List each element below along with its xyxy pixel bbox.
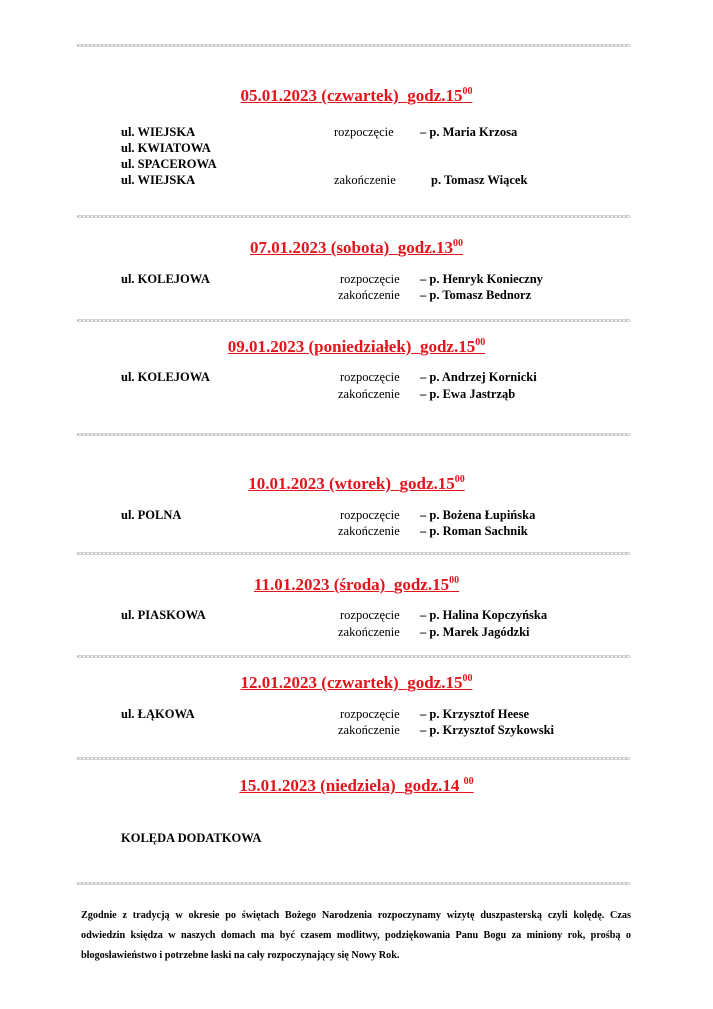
extra-note: KOLĘDA DODATKOWA [121, 831, 262, 845]
end-label: zakończenie [338, 723, 400, 737]
separator-line [77, 433, 630, 436]
session-heading [0, 575, 713, 595]
street-name: ul. KOLEJOWA [121, 370, 210, 384]
session-time: godz.13 [397, 238, 454, 257]
end-person: – p. Roman Sachnik [420, 524, 528, 538]
start-label: rozpoczęcie [334, 125, 394, 139]
session-time-sup: 00 [449, 575, 460, 586]
start-person: – p. Halina Kopczyńska [420, 608, 548, 622]
session-time-sup: 00 [453, 238, 464, 249]
end-label: zakończenie [338, 524, 400, 538]
session-time-sup: 00 [462, 86, 473, 97]
session-time-sup: 00 [475, 337, 486, 348]
session-time: godz.15 [407, 86, 463, 105]
start-label: rozpoczęcie [340, 370, 400, 384]
separator-line [77, 44, 630, 47]
start-person: – p. Krzysztof Heese [420, 707, 529, 721]
session-heading [0, 474, 713, 494]
session-heading [0, 86, 713, 106]
session-heading [0, 673, 713, 693]
end-person: – p. Ewa Jastrząb [420, 387, 516, 401]
end-person: – p. Krzysztof Szykowski [420, 723, 555, 737]
separator-line [77, 655, 630, 658]
end-label: zakończenie [338, 625, 400, 639]
end-person: – p. Tomasz Bednorz [420, 288, 532, 302]
start-person: – p. Andrzej Kornicki [420, 370, 537, 384]
session-date: 15.01.2023 (niedziela) [239, 776, 396, 795]
session-date: 10.01.2023 (wtorek) [248, 474, 391, 493]
separator-line [77, 319, 630, 322]
start-label: rozpoczęcie [340, 272, 400, 286]
start-person: – p. Maria Krzosa [420, 125, 518, 139]
street-name: ul. SPACEROWA [121, 157, 217, 171]
start-person: – p. Henryk Konieczny [420, 272, 543, 286]
session-heading [0, 776, 713, 796]
separator-line [77, 882, 630, 885]
session-date: 07.01.2023 (sobota) [249, 238, 390, 257]
separator-line [77, 215, 630, 218]
end-person: – p. Marek Jagódzki [420, 625, 530, 639]
session-time: godz.15 [399, 474, 455, 493]
session-date: 11.01.2023 (środa) [253, 575, 386, 594]
footer-paragraph: Zgodnie z tradycją w okresie po świętach Bożego Narodzenia rozpoczynamy wizytę duszpasterską czyli kolędę. Czas odwiedzin księdza w naszych domach ma być czasem modlitwy, podziękowania Panu Bogu za miniony rok, prośbą o błogosławieństwo i potrzebne łaski na cały rozpoczynający się Nowy Rok. [81, 910, 631, 961]
session-time: godz.15 [393, 575, 450, 594]
session-date: 05.01.2023 (czwartek) [240, 86, 399, 105]
session-heading [0, 337, 713, 357]
street-name: ul. KOLEJOWA [121, 272, 210, 286]
session-date: 12.01.2023 (czwartek) [240, 673, 399, 692]
end-person: p. Tomasz Wiącek [431, 173, 528, 187]
street-name: ul. PIASKOWA [121, 608, 206, 622]
start-person: – p. Bożena Łupińska [420, 508, 536, 522]
street-name: ul. WIEJSKA [121, 173, 196, 187]
session-time: godz.15 [407, 673, 463, 692]
separator-line [77, 757, 630, 760]
street-name: ul. KWIATOWA [121, 141, 211, 155]
street-name: ul. ŁĄKOWA [121, 707, 195, 721]
separator-line [77, 552, 630, 555]
session-time-sup: 00 [454, 474, 465, 485]
session-heading [0, 238, 713, 258]
session-time: godz.15 [419, 337, 476, 356]
start-label: rozpoczęcie [340, 608, 400, 622]
end-label: zakończenie [334, 173, 396, 187]
end-label: zakończenie [338, 288, 400, 302]
session-time-sup: 00 [463, 776, 474, 787]
start-label: rozpoczęcie [340, 707, 400, 721]
session-date: 09.01.2023 (poniedziałek) [227, 337, 412, 356]
session-time-sup: 00 [462, 673, 473, 684]
street-name: ul. POLNA [121, 508, 182, 522]
session-time: godz.14 [404, 776, 460, 795]
start-label: rozpoczęcie [340, 508, 400, 522]
end-label: zakończenie [338, 387, 400, 401]
street-name: ul. WIEJSKA [121, 125, 196, 139]
